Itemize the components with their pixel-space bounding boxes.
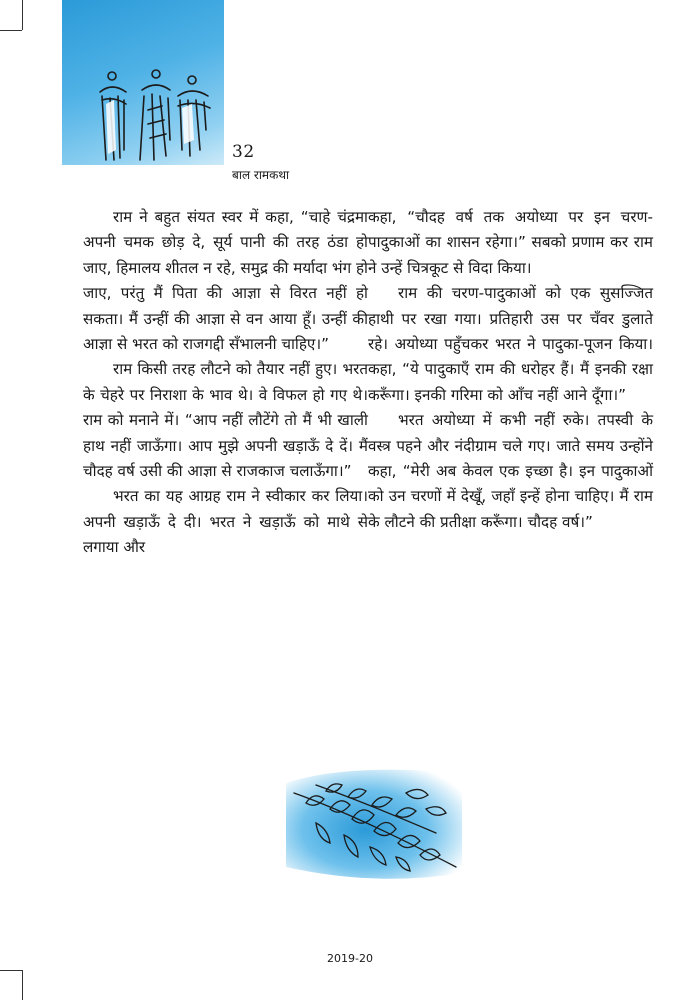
paragraph: राम ने बहुत संयत स्वर में कहा, “चाहे चंद्रमा अपनी चमक छोड़ दे, सूर्य पानी की तरह ठंडा हो जाए, हिमालय शीतल न रहे, समुद्र की मर्यादा भंग हो जाए, परंतु मैं पिता की आज्ञा से विरत नहीं हो सकता। मैं उन्हीं की आज्ञा से वन आया हूँ। उन्हीं की आज्ञा से भरत को राजगद्दी सँभालनी चाहिए।”: [83, 208, 368, 354]
text-column-right: [368, 205, 653, 535]
text-column-left: [83, 205, 368, 561]
page-number: 32: [232, 142, 255, 162]
footer-year: 2019-20: [327, 952, 373, 965]
paragraph: राम किसी तरह लौटने को तैयार नहीं हुए। भरत के चेहरे पर निराशा के भाव थे। वे विफल हो गए थे। राम को मनाने में। “आप नहीं लौटेंगे तो मैं भी खाली हाथ नहीं जाऊँगा। आप मुझे अपनी खड़ाऊँ दे दें। मैं चौदह वर्ष उसी की आज्ञा से राजकाज चलाऊँगा।”: [83, 360, 368, 481]
three-figures-sketch: [62, 0, 224, 165]
paragraph: भरत का यह आग्रह राम ने स्वीकार कर लिया। अपनी खड़ाऊँ दे दी। भरत ने खड़ाऊँ को माथे से लगाया और: [83, 487, 368, 557]
running-title: बाल रामकथा: [232, 168, 290, 182]
header-illustration: [62, 0, 224, 165]
bottom-illustration: [286, 763, 462, 883]
crop-mark-bottom-left-vertical: [22, 970, 23, 1000]
crop-mark-top-left-vertical: [22, 0, 23, 30]
paragraph: राम की चरण-पादुकाओं को एक सुसज्जित हाथी पर रखा गया। प्रतिहारी उस पर चँवर डुलाते रहे। अयोध्या पहुँचकर भरत ने पादुका-पूजन किया। कहा, “ये पादुकाएँ राम की धरोहर हैं। मैं इनकी रक्षा करूँगा। इनकी गरिमा को आँच नहीं आने दूँगा।”: [368, 284, 653, 404]
paragraph: भरत अयोध्या में कभी नहीं रुके। तपस्वी के वस्त्र पहने और नंदीग्राम चले गए। जाते समय उन्होंने कहा, “मेरी अब केवल एक इच्छा है। इन पादुकाओं को उन चरणों में देखूँ, जहाँ इन्हें होना चाहिए। मैं राम के लौटने की प्रतीक्षा करूँगा। चौदह वर्ष।”: [368, 411, 653, 531]
paragraph: कहा, “चौदह वर्ष तक अयोध्या पर इन चरण-पादुकाओं का शासन रहेगा।” सबको प्रणाम कर राम ने उन्हें चित्रकूट से विदा किया।: [368, 208, 653, 277]
leafy-branch-sketch: [286, 763, 462, 883]
crop-mark-bottom-left-horizontal: [0, 970, 22, 971]
crop-mark-top-left-horizontal: [0, 30, 22, 31]
